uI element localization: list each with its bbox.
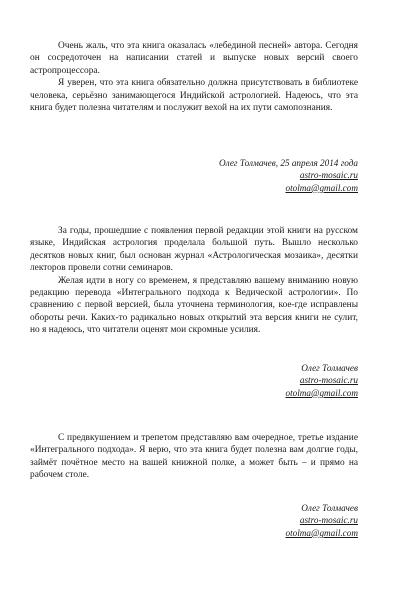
paragraph: Желая идти в ногу со временем, я представляю вашему вниманию новую редакцию перевода «Интегрального подхода к Ведической астрологии». По сравнению с первой версией, была уточнена терминология, кое-где исправлены обороты речи. Каких-то радикально новых открытий эта версия книги не сулит, но я надеюсь, что читатели оценят мои скромные усилия. (30, 275, 358, 336)
section-3-text (30, 432, 358, 482)
paragraph: Очень жаль, что эта книга оказалась «лебединой песней» автора. Сегодня он сосредоточен на написании статей и выпуске новых версий своего астропроцессора. (30, 41, 358, 76)
signature-line: Олег Толмачев (301, 363, 358, 373)
paragraph: С предвкушением и трепетом представляю вам очередное, третье издание «Интегрального подхода». Я верю, что эта книга будет полезна вам долгие годы, займёт почётное место на вашей книжной полке, а может быть – и прямо на рабочем столе. (30, 433, 358, 481)
paragraph: За годы, прошедшие с появления первой редакции этой книги на русском языке, Индийская астрология проделала большой путь. Вышло несколько десятков новых книг, был основан журнал «Астрологическая мозаика», десятки лекторов провели сотни семинаров. (30, 226, 358, 274)
email-link[interactable]: otolma@gmail.com (285, 387, 358, 398)
website-link[interactable]: astro-mosaic.ru (299, 170, 358, 181)
website-link[interactable]: astro-mosaic.ru (299, 515, 358, 526)
section-1-signature (30, 157, 358, 194)
paragraph: Я уверен, что эта книга обязательно должна присутствовать в библиотеке человека, серьёзно занимающегося Индийской астрологией. Надеюсь, что эта книга будет полезна читателям и послужит вехой на их пути самопознания. (30, 78, 358, 114)
section-3-signature (30, 502, 358, 539)
section-2-text (30, 225, 358, 337)
website-link[interactable]: astro-mosaic.ru (299, 375, 358, 386)
signature-line: Олег Толмачев (301, 503, 358, 513)
section-1-text (30, 40, 358, 114)
email-link[interactable]: otolma@gmail.com (285, 182, 358, 193)
email-link[interactable]: otolma@gmail.com (285, 527, 358, 538)
signature-line: Олег Толмачев, 25 апреля 2014 года (218, 158, 358, 168)
section-2-signature (30, 362, 358, 399)
